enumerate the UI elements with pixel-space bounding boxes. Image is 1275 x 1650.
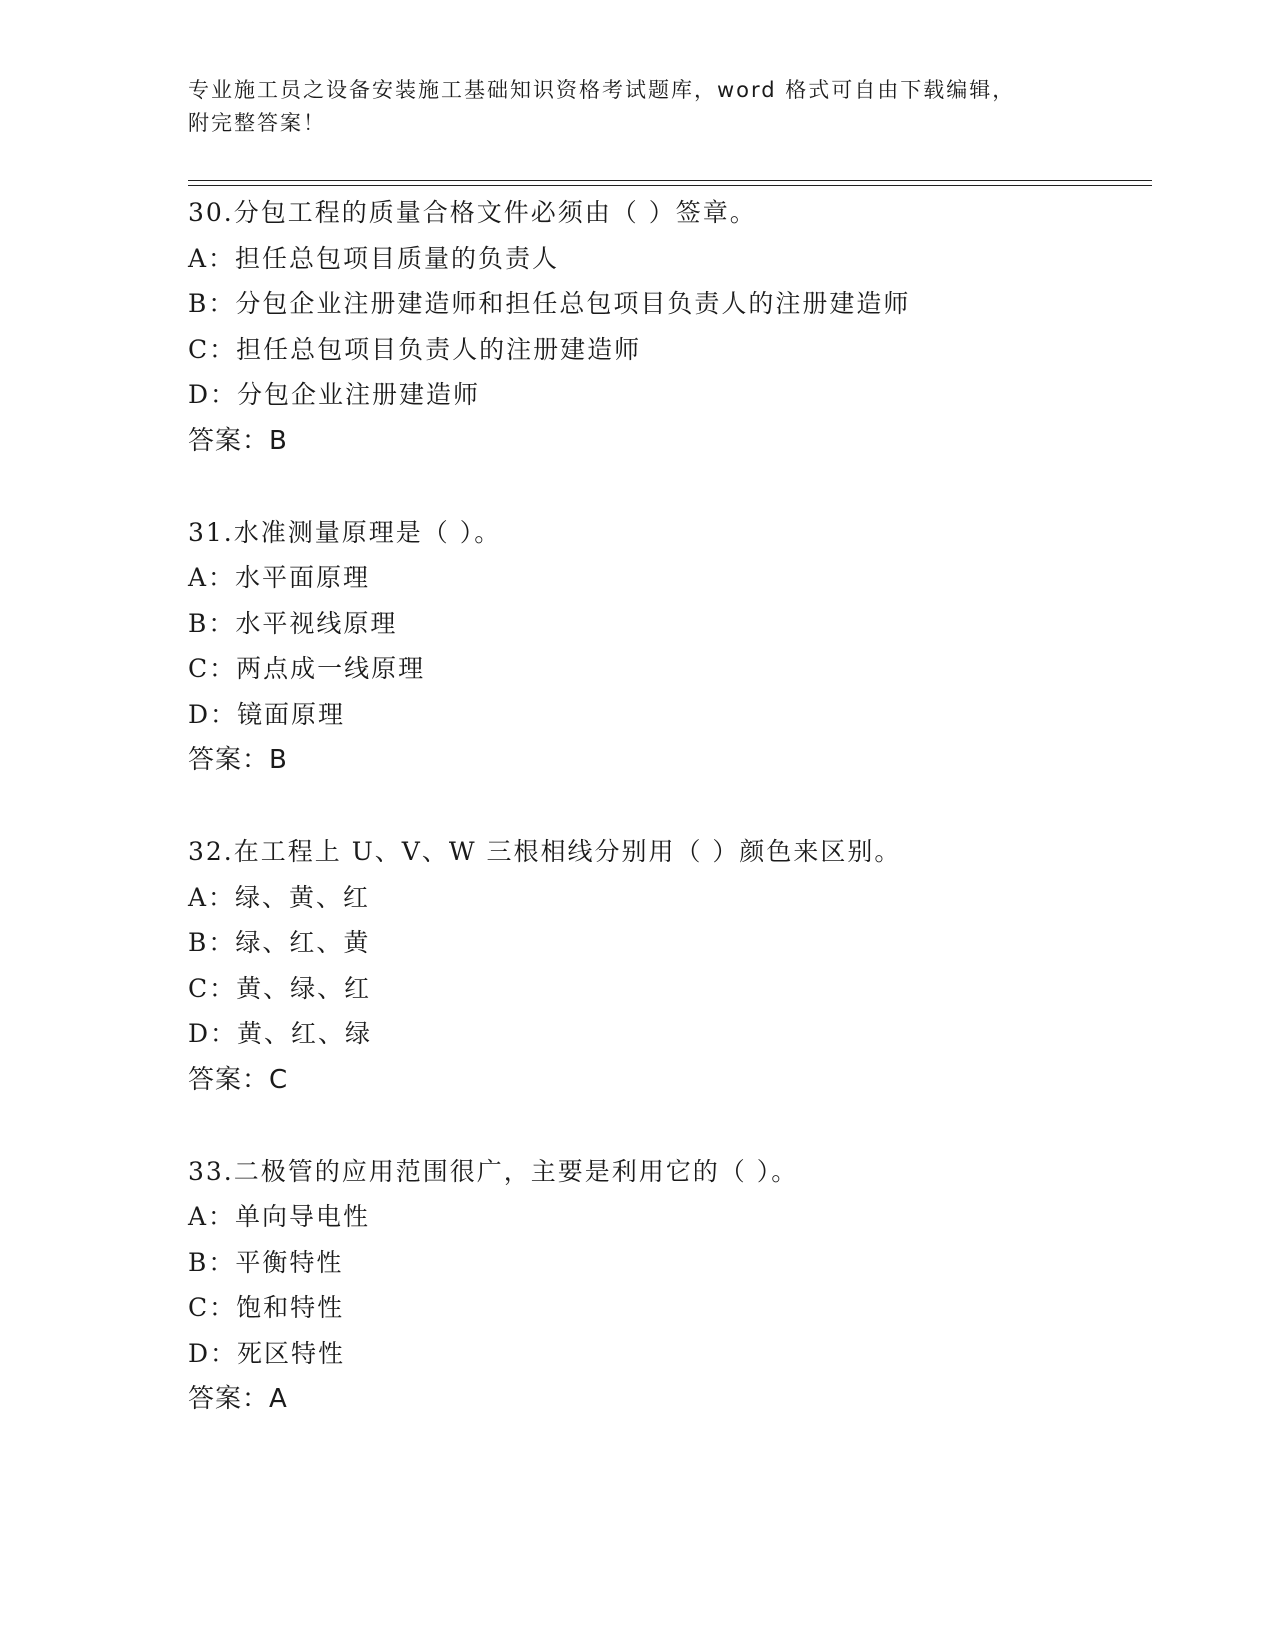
option-a: A：绿、黄、红	[188, 882, 371, 912]
option-d: D：黄、红、绿	[188, 1019, 373, 1048]
question-text: 33.二极管的应用范围很广，主要是利用它的（ ）。	[188, 1156, 799, 1186]
question-33	[188, 1149, 1152, 1423]
answer: 答案：A	[188, 1384, 288, 1414]
option-c: C：两点成一线原理	[188, 654, 426, 683]
option-b: B：分包企业注册建造师和担任总包项目负责人的注册建造师	[188, 289, 911, 318]
header-line-1: 专业施工员之设备安装施工基础知识资格考试题库，word 格式可自由下载编辑，	[188, 78, 1016, 102]
header-rule-bottom	[188, 185, 1152, 186]
question-31	[188, 510, 1152, 784]
option-c: C：担任总包项目负责人的注册建造师	[188, 334, 642, 364]
answer: 答案：B	[188, 745, 288, 775]
question-text: 30.分包工程的质量合格文件必须由（ ）签章。	[188, 198, 757, 227]
option-a: A：单向导电性	[188, 1202, 371, 1231]
header-rule-top	[188, 180, 1152, 181]
answer: 答案：B	[188, 425, 288, 456]
option-d: D：分包企业注册建造师	[188, 380, 481, 409]
option-a: A：担任总包项目质量的负责人	[188, 243, 560, 273]
option-b: B：水平视线原理	[188, 608, 398, 638]
answer: 答案：C	[188, 1064, 289, 1095]
option-d: D：镜面原理	[188, 699, 346, 729]
question-32	[188, 829, 1152, 1103]
header-line-2: 附完整答案！	[188, 111, 326, 135]
option-b: B：平衡特性	[188, 1247, 344, 1277]
option-d: D：死区特性	[188, 1338, 346, 1368]
option-b: B：绿、红、黄	[188, 928, 371, 957]
option-c: C：黄、绿、红	[188, 973, 372, 1003]
document-header	[188, 74, 1068, 140]
question-text: 31.水准测量原理是（ ）。	[188, 517, 502, 547]
question-text: 32.在工程上 U、V、W 三根相线分别用（ ）颜色来区别。	[188, 837, 902, 866]
option-a: A：水平面原理	[188, 563, 371, 592]
question-30	[188, 190, 1152, 464]
option-c: C：饱和特性	[188, 1293, 345, 1322]
question-list	[188, 190, 1152, 1468]
